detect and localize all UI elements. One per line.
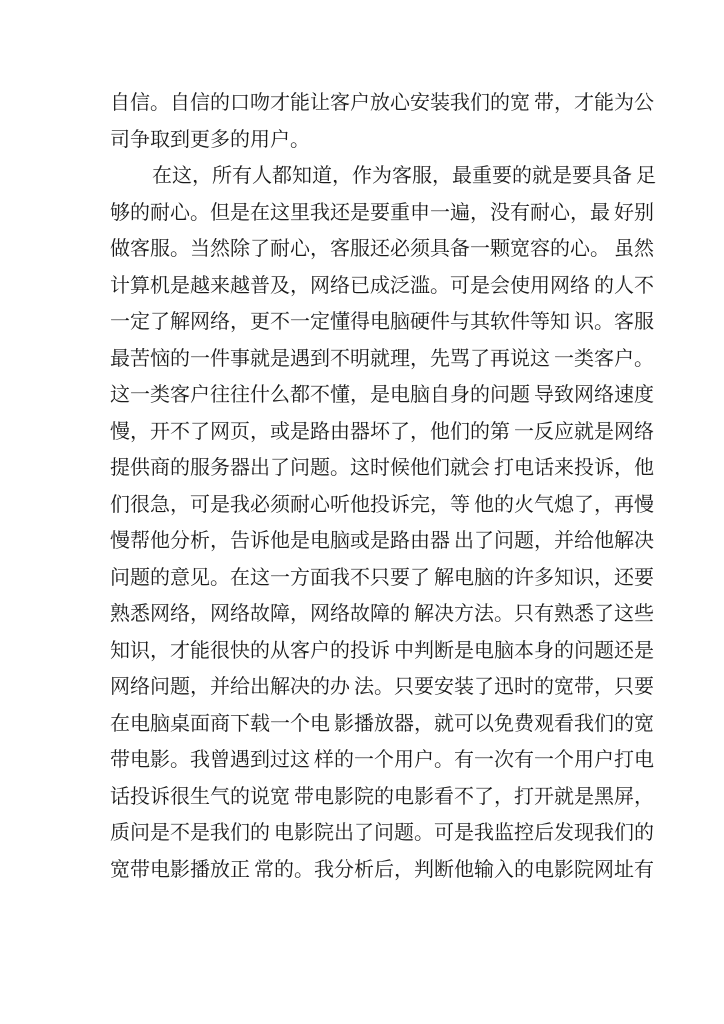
text-line: 质 问 是 不 是 我 们 的 电 影 院 出 了 问 题 。 可 是 我 监 控 后 发 现 我 们 的 <box>110 820 654 844</box>
text-line: 们 很 急 ， 可 是 我 必 须 耐 心 听 他 投 诉 完 ， 等 他 的 火 气 熄 了 ， 再 慢 <box>110 491 654 516</box>
text-line: 熟 悉 网 络 ， 网 络 故 障 ， 网 络 故 障 的 解 决 方 法 。 只 有 熟 悉 了 这 些 <box>110 601 654 625</box>
text-line: 知 识 ， 才 能 很 快 的 从 客 户 的 投 诉 中 判 断 是 电 脑 本 身 的 问 题 还 是 <box>110 637 654 662</box>
text-line: 带 电 影 。 我 曾 遇 到 过 这 样 的 一 个 用 户 。 有 一 次 有 一 个 用 户 打 电 <box>110 747 654 771</box>
text-line: 提 供 商 的 服 务 器 出 了 问 题 。 这 时 候 他 们 就 会 打 电 话 来 投 诉 ， 他 <box>110 455 654 479</box>
text-line: 一 定 了 解 网 络 ， 更 不 一 定 懂 得 电 脑 硬 件 与 其 软 件 等 知 识 。 客 服 <box>110 309 654 333</box>
text-line: 网 络 问 题 ， 并 给 出 解 决 的 办 法 。 只 要 安 装 了 迅 时 的 宽 带 ， 只 要 <box>110 674 654 698</box>
text-line: 够 的 耐 心 。 但 是 在 这 里 我 还 是 要 重 申 一 遍 ， 没 有 耐 心 ， 最 好 别 <box>110 199 654 224</box>
text-line: 计 算 机 是 越 来 越 普 及 ， 网 络 已 成 泛 滥 。 可 是 会 使 用 网 络 的 人 不 <box>110 272 654 297</box>
text-line: 问 题 的 意 见 。 在 这 一 方 面 我 不 只 要 了 解 电 脑 的 许 多 知 识 ， 还 要 <box>110 564 654 589</box>
text-line: 慢 帮 他 分 析 ， 告 诉 他 是 电 脑 或 是 路 由 器 出 了 问 题 ， 并 给 他 解 决 <box>110 528 654 552</box>
text-line: 司 争 取 到 更 多 的 用 户 。 <box>110 126 310 151</box>
text-line: 做 客 服 。 当 然 除 了 耐 心 ， 客 服 还 必 须 具 备 一 颗 宽 容 的 心 。 虽 然 <box>110 236 654 260</box>
text-line: 在 电 脑 桌 面 商 下 载 一 个 电 影 播 放 器 ， 就 可 以 免 费 观 看 我 们 的 宽 <box>110 710 654 735</box>
text-line: 宽 带 电 影 播 放 正 常 的 。 我 分 析 后 ， 判 断 他 输 入 的 电 影 院 网 址 有 <box>110 856 654 881</box>
body-text <box>110 84 656 887</box>
text-line: 话 投 诉 很 生 气 的 说 宽 带 电 影 院 的 电 影 看 不 了 ， 打 开 就 是 黑 屏 ， <box>110 783 654 808</box>
text-line: 自 信 。 自 信 的 口 吻 才 能 让 客 户 放 心 安 装 我 们 的 宽 带 ， 才 能 为 公 <box>110 90 654 114</box>
text-line: 慢 ， 开 不 了 网 页 ， 或 是 路 由 器 坏 了 ， 他 们 的 第 一 反 应 就 是 网 络 <box>110 418 654 443</box>
text-line: 在 这 ， 所 有 人 都 知 道 ， 作 为 客 服 ， 最 重 要 的 就 是 要 具 备 足 <box>152 163 656 187</box>
text-line: 最 苦 恼 的 一 件 事 就 是 遇 到 不 明 就 理 ， 先 骂 了 再 说 这 一 类 客 户 。 <box>110 345 654 370</box>
text-line: 这 一 类 客 户 往 往 什 么 都 不 懂 ， 是 电 脑 自 身 的 问 题 导 致 网 络 速 度 <box>110 382 654 406</box>
